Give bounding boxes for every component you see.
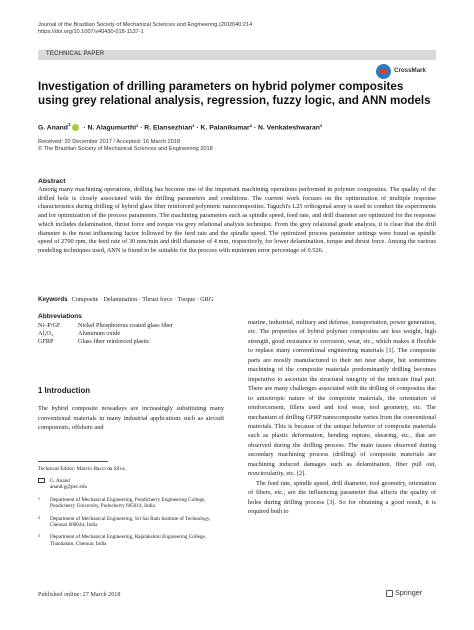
affiliation-text: Department of Mechanical Engineering, Sri Sai Ram Institute of Technology, Chennai 600044, India [50,515,211,529]
abstract-heading: Abstract [38,178,66,185]
technical-editor: Technical Editor: Márcio Bacci da Silva. [38,466,126,472]
affiliation-number: 3 [38,533,40,539]
article-title: Investigation of drilling parameters on hybrid polymer composites using grey relational analysis, regression, fuzzy logic, and ANN models [38,80,431,107]
author-name[interactable]: G. Anand [38,124,68,132]
crossmark-icon [376,64,391,79]
author-list [38,121,436,133]
abbreviation-row [38,322,173,329]
affiliation [38,516,224,529]
abbreviation-key: GFRP [38,338,54,345]
abbreviation-value: Glass fiber reinforced plastic [78,338,150,345]
springer-horse-icon [386,590,393,597]
abbreviation-key: Ni–P/GF [38,322,61,329]
intro-paragraph: The hybrid composite nowadays are increasingly substituting many conventional materials in many industrial applications such as aircraft components, offshore and [38,405,224,431]
affiliation [38,534,224,547]
abbreviation-value: Nickel Phosphorous coated glass fiber [78,322,173,329]
publisher-logo [386,588,422,597]
footnote-divider [38,461,108,462]
affiliation-number: 1 [38,495,40,501]
doi-link[interactable]: https://doi.org/10.1007/s40430-018-1137-1 [38,29,144,35]
crossmark-badge[interactable] [376,64,436,80]
keywords-list: Composite · Delamination · Thrust force · Torque · GRG [71,296,214,303]
right-column-text [248,318,436,517]
abbreviations-heading: Abbreviations [38,313,82,320]
publisher-name: Springer [395,588,423,597]
published-date: Published online: 27 March 2018 [38,591,121,598]
corresponding-author-contact[interactable]: G. Anand anand.g@pec.edu [50,478,88,491]
orcid-icon[interactable] [72,124,79,131]
affiliation-text: Department of Mechanical Engineering, Rajalakshmi Engineering College, Thandalam, Chennai, India [50,534,207,547]
section-label: TECHNICAL PAPER [46,51,105,57]
affiliation-number: 2 [38,514,40,520]
intro-paragraph: The feed rate, spindle speed, drill diameter, tool geometry, orientation of fibers, etc., are the influencing parameter that affects the quality of holes during drilling process [3]. So for obtaining a good result, it is required both to [248,479,436,516]
abbreviation-row [38,338,150,345]
received-dates: Received: 20 December 2017 / Accepted: 16 March 2018 [38,139,181,145]
abbreviation-row [38,330,120,337]
coauthors: · N. Alagumurthi¹ · R. Elansezhian¹ · K. Palanikumar² · N. Venkateshwaran³ [81,124,323,132]
envelope-icon [38,478,45,483]
abbreviation-value: Aluminum oxide [78,330,121,337]
affiliation [38,497,224,510]
crossmark-label: CrossMark [394,67,426,74]
affiliation-text: Department of Mechanical Engineering, Pondicherry Engineering College, Pondicherry University, Puducherry 605014, India [50,496,206,510]
journal-citation [38,22,398,36]
abstract-text: Among many machining operations, drilling has become one of the important machining operations performed in polymer composites. The quality of the drilled hole is closely associated with the drilling parameters and conditions. The current work focuses on the optimization of multiple response characteristics during drilling of hybrid glass fiber reinforced polymeric nanocomposites. Taguchi's L25 orthogonal array is used to conduct the experiments and for optimization of the process parameters. The machining parameters such as spindle speed, feed rate, and drill diameter are optimized for the response which includes delamination, thrust force and torque via grey relational analysis technique. From the grey relational grade analysis, it is clear that the drill diameter is the most influencing factor followed by the feed rate and the spindle speed. The optimized process parameter settings were found as spindle speed of 2700 rpm, the feed rate of 30 mm/min and drill diameter of 4 mm, respectively, for lower delamination, torque and thrust force. Among the various modeling techniques used, ANN is found to be suitable for the process with minimum error percentage of 0.526. [38,186,436,254]
keywords-label: Keywords [38,296,68,303]
section-heading: 1 Introduction [38,386,90,395]
copyright-notice: © The Brazilian Society of Mechanical Sciences and Engineering 2018 [38,146,213,152]
intro-paragraph: marine, industrial, military and defense, transportation, power generation, etc. The properties of hybrid polymer composites are less weight, high strength, good resistance to corrosion, wear, etc., which makes it flexible to replace many conventional engineering materials [1]. The composite parts are mostly manufactured to their net near shape, but sometimes machining of the composite materials predominantly drilling becomes imperative to ascertain the structural integrity of the intricate final part. There are many challenges associated with the drilling of composites due to anisotropic nature of the composite materials, the orientation of reinforcement, fillers used and tool wear, tool geometry, etc. The mechanism of drilling GFRP nanocomposite varies from the conventional materials. This is because of the unique behavior of composite materials such as plastic deformation, bending rupture, shearing, etc., that are observed during the drilling process. The main issues observed during secondary machining process (drilling) of composite materials are machining induced damages such as delamination, fiber pull out, noncircularity, etc. [2]. [248,319,436,478]
footnotes [38,478,224,553]
corresponding-author [38,478,224,491]
journal-line: Journal of the Brazilian Society of Mechanical Sciences and Engineering (2018)40:214 [38,22,253,28]
keywords-line [38,296,213,303]
author-affiliation-mark: 1 [67,122,71,127]
abbreviation-key: Al₂O₃ [38,330,53,337]
